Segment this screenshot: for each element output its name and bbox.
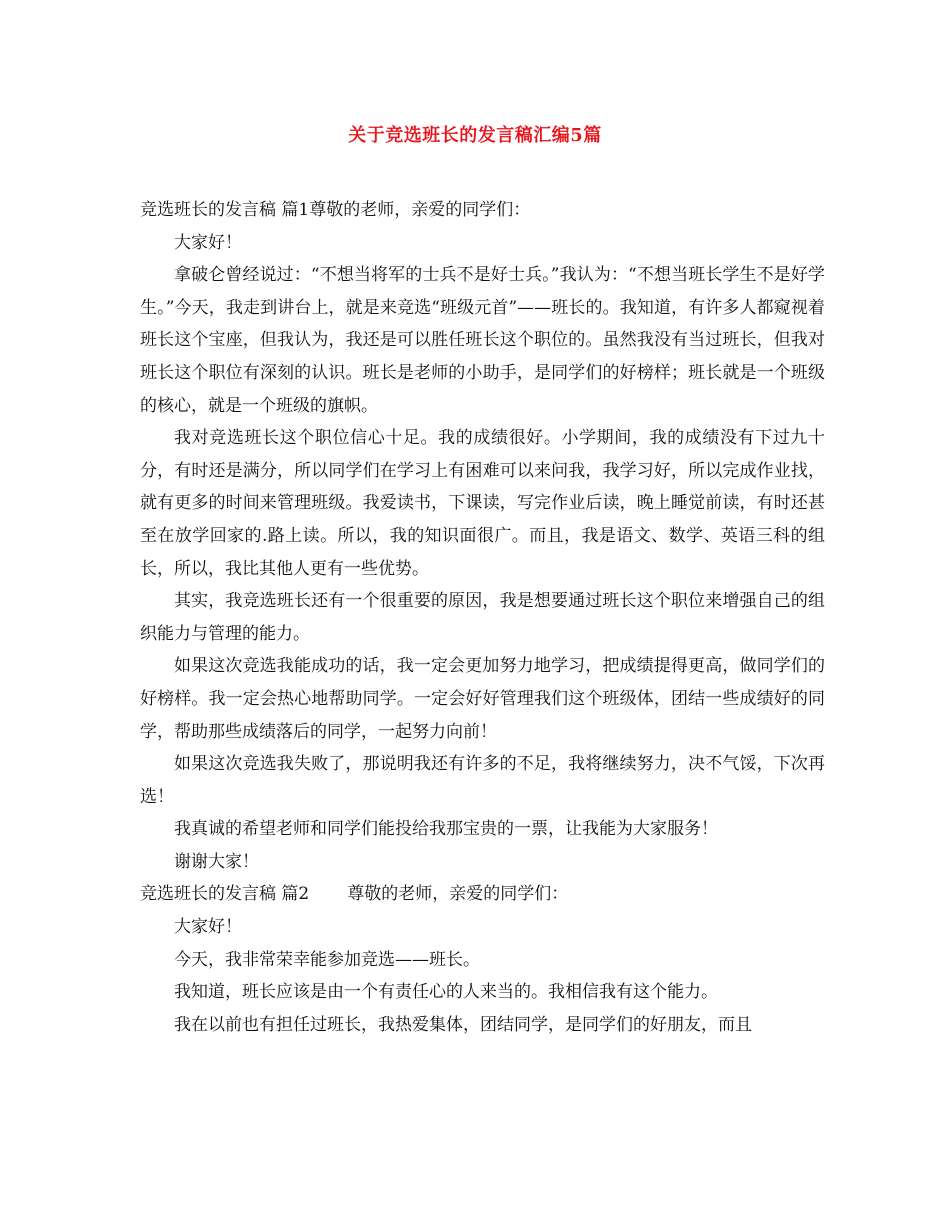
paragraph: 我在以前也有担任过班长，我热爱集体，团结同学，是同学们的好朋友，而且 [174, 1014, 752, 1035]
paragraph: 今天，我非常荣幸能参加竞选——班长。 [174, 949, 480, 970]
paragraph: 如果这次竞选我能成功的话，我一定会更加努力地学习，把成绩提得更高，做同学们的好榜样。我一定会热心地帮助同学。一定会好好管理我们这个班级体，团结一些成绩好的同学，帮助那些成绩落后的同学，一起努力向前！ [140, 656, 825, 742]
document-body [140, 194, 825, 1041]
paragraph: 大家好！ [174, 232, 242, 253]
paragraph: 我对竞选班长这个职位信心十足。我的成绩很好。小学期间，我的成绩没有下过九十分，有时还是满分，所以同学们在学习上有困难可以来问我，我学习好，所以完成作业找，就有更多的时间来管理班级。我爱读书，下课读，写完作业后读，晚上睡觉前读，有时还甚至在放学回家的.路上读。所以，我的知识面很广。而且，我是语文、数学、英语三科的组长，所以，我比其他人更有一些优势。 [140, 428, 825, 579]
paragraph: 谢谢大家！ [174, 851, 259, 872]
section-greeting: 尊敬的老师，亲爱的同学们： [347, 884, 569, 905]
paragraph: 竞选班长的发言稿 篇1尊敬的老师，亲爱的同学们： [140, 200, 531, 220]
paragraph: 大家好！ [174, 917, 242, 938]
section-heading-label: 竞选班长的发言稿 篇2 [140, 884, 310, 905]
document-title: 关于竞选班长的发言稿汇编5篇 [348, 125, 602, 146]
paragraph: 拿破仑曾经说过：“不想当将军的士兵不是好士兵。”我认为：“不想当班长学生不是好学生。”今天，我走到讲台上，就是来竞选“班级元首”——班长的。我知道，有许多人都窥视着班长这个宝座，但我认为，我还是可以胜任班长这个职位的。虽然我没有当过班长，但我对班长这个职位有深刻的认识。班长是老师的小助手，是同学们的好榜样；班长就是一个班级的核心，就是一个班级的旗帜。 [140, 265, 825, 416]
section-heading [140, 878, 825, 911]
paragraph: 我知道，班长应该是由一个有责任心的人来当的。我相信我有这个能力。 [174, 982, 718, 1003]
paragraph: 我真诚的希望老师和同学们能投给我那宝贵的一票，让我能为大家服务！ [174, 819, 718, 840]
paragraph: 如果这次竞选我失败了，那说明我还有许多的不足，我将继续努力，决不气馁，下次再选！ [140, 754, 825, 807]
paragraph: 其实，我竞选班长还有一个很重要的原因，我是想要通过班长这个职位来增强自己的组织能力与管理的能力。 [140, 591, 825, 644]
